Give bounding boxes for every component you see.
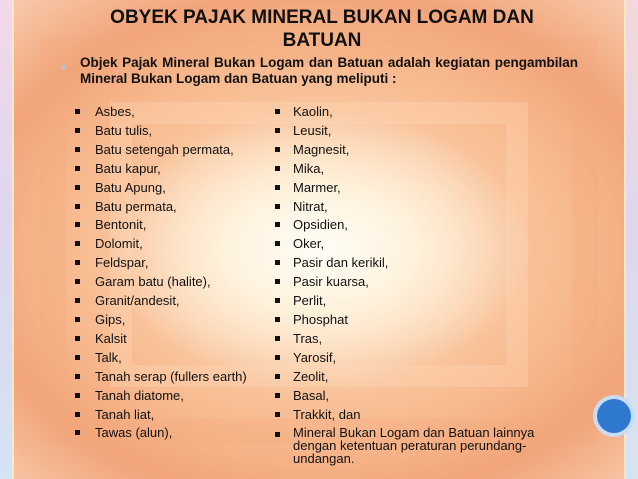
square-bullet-icon — [75, 279, 80, 284]
square-bullet-icon — [75, 430, 80, 435]
square-bullet-icon — [75, 336, 80, 341]
list-item — [75, 292, 270, 311]
list-item — [75, 103, 270, 122]
list-item-label: Marmer, — [293, 179, 341, 195]
list-item-label: Nitrat, — [293, 198, 328, 214]
left-mineral-list — [75, 103, 270, 443]
list-item — [75, 330, 270, 349]
list-item — [275, 292, 575, 311]
left-decor-bar — [0, 0, 14, 479]
square-bullet-icon — [275, 147, 280, 152]
list-item-label: Batu tulis, — [95, 122, 153, 138]
square-bullet-icon — [275, 412, 280, 417]
list-item-label: Magnesit, — [293, 141, 350, 157]
square-bullet-icon — [75, 185, 80, 190]
square-bullet-icon — [75, 260, 80, 265]
list-item — [275, 273, 575, 292]
slide-title: OBYEK PAJAK MINERAL BUKAN LOGAM DAN BATUAN — [110, 7, 534, 51]
list-item — [275, 122, 575, 141]
square-bullet-icon — [275, 374, 280, 379]
right-mineral-list — [275, 103, 575, 465]
list-item — [75, 424, 270, 443]
list-item-label: Tras, — [293, 330, 323, 346]
square-bullet-icon — [75, 355, 80, 360]
intro-bullet-icon — [62, 65, 66, 69]
list-item-label: Bentonit, — [95, 217, 147, 233]
list-item — [75, 216, 270, 235]
square-bullet-icon — [75, 147, 80, 152]
list-item — [275, 349, 575, 368]
list-item-label: Asbes, — [95, 104, 135, 119]
square-bullet-icon — [275, 128, 280, 133]
square-bullet-icon — [275, 355, 280, 360]
list-item-label: Phosphat — [293, 311, 348, 327]
list-item — [275, 179, 575, 198]
list-item-label: Basal, — [293, 387, 330, 403]
square-bullet-icon — [75, 298, 80, 303]
square-bullet-icon — [275, 298, 280, 303]
list-item-label: Leusit, — [293, 122, 332, 138]
list-item — [75, 179, 270, 198]
list-item-label: Tawas (alun), — [95, 425, 173, 441]
square-bullet-icon — [275, 393, 280, 398]
list-item — [275, 103, 575, 122]
list-item — [75, 122, 270, 141]
square-bullet-icon — [275, 166, 280, 171]
decorative-circle-icon — [597, 399, 631, 433]
square-bullet-icon — [75, 204, 80, 209]
square-bullet-icon — [75, 241, 80, 246]
square-bullet-icon — [275, 204, 280, 209]
list-item — [75, 311, 270, 330]
list-item — [75, 273, 270, 292]
intro-text: Objek Pajak Mineral Bukan Logam dan Batuan adalah kegiatan pengambilan Mineral Bukan Logam dan Batuan yang meliputi : — [80, 55, 578, 86]
square-bullet-icon — [275, 336, 280, 341]
list-item — [275, 368, 575, 387]
list-item-label: Gips, — [95, 311, 126, 327]
list-item — [75, 198, 270, 217]
list-item-label: Dolomit, — [95, 236, 143, 252]
square-bullet-icon — [75, 128, 80, 133]
list-item-label: Opsidien, — [293, 217, 348, 233]
list-item-label: Kaolin, — [293, 104, 333, 119]
square-bullet-icon — [275, 279, 280, 284]
square-bullet-icon — [75, 393, 80, 398]
square-bullet-icon — [75, 166, 80, 171]
list-item — [275, 216, 575, 235]
list-item-label: Mika, — [293, 160, 325, 176]
list-item — [275, 406, 575, 425]
list-item-label: Zeolit, — [293, 368, 329, 384]
list-item — [75, 160, 270, 179]
list-item-label: Trakkit, dan — [293, 406, 361, 422]
list-item-label: Oker, — [293, 236, 325, 252]
list-item-label: Garam batu (halite), — [95, 274, 211, 290]
list-item — [275, 387, 575, 406]
list-item-label: Batu kapur, — [95, 160, 161, 176]
list-item — [275, 254, 575, 273]
list-item — [75, 368, 270, 387]
square-bullet-icon — [275, 432, 280, 437]
list-item-label: Yarosif, — [293, 349, 337, 365]
square-bullet-icon — [275, 185, 280, 190]
list-item — [275, 160, 575, 179]
list-item-label: Batu permata, — [95, 198, 177, 214]
list-item-label: Mineral Bukan Logam dan Batuan lainnya dengan ketentuan peraturan perundang-undangan. — [293, 425, 535, 467]
list-item — [275, 424, 575, 465]
list-item-label: Pasir dan kerikil, — [293, 255, 389, 271]
list-item — [275, 330, 575, 349]
square-bullet-icon — [275, 241, 280, 246]
list-item-label: Batu Apung, — [95, 179, 166, 195]
list-item — [275, 311, 575, 330]
list-item — [75, 141, 270, 160]
list-item-label: Batu setengah permata, — [95, 141, 234, 157]
list-item-label: Granit/andesit, — [95, 293, 180, 309]
list-item-label: Feldspar, — [95, 255, 149, 271]
list-item — [275, 141, 575, 160]
square-bullet-icon — [75, 374, 80, 379]
list-item-label: Talk, — [95, 349, 122, 365]
square-bullet-icon — [275, 317, 280, 322]
list-item-label: Tanah liat, — [95, 406, 155, 422]
list-item-label: Perlit, — [293, 293, 327, 309]
square-bullet-icon — [75, 109, 80, 114]
list-item — [275, 235, 575, 254]
square-bullet-icon — [75, 317, 80, 322]
list-item-label: Kalsit — [95, 330, 127, 346]
list-item — [75, 349, 270, 368]
square-bullet-icon — [75, 412, 80, 417]
square-bullet-icon — [275, 260, 280, 265]
square-bullet-icon — [75, 222, 80, 227]
list-item — [75, 406, 270, 425]
list-item-label: Tanah serap (fullers earth) — [95, 368, 247, 384]
list-item — [275, 198, 575, 217]
list-item-label: Pasir kuarsa, — [293, 274, 369, 290]
list-item-label: Tanah diatome, — [95, 387, 184, 403]
square-bullet-icon — [275, 222, 280, 227]
list-item — [75, 387, 270, 406]
list-item — [75, 254, 270, 273]
list-item — [75, 235, 270, 254]
square-bullet-icon — [275, 109, 280, 114]
